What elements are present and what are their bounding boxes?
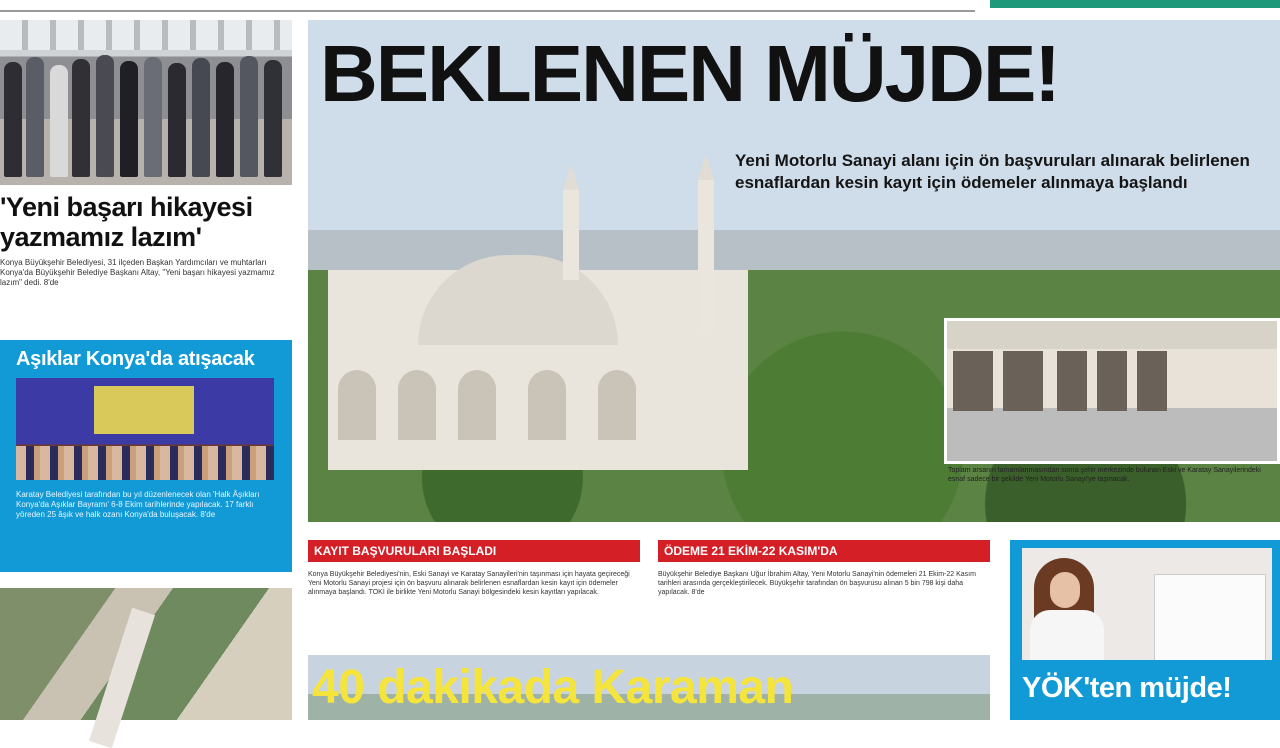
- masthead-strip: [0, 0, 975, 12]
- asiklar-body: Karatay Belediyesi tarafından bu yıl düzenlenecek olan 'Halk Âşıkları Konya'da Aşıklar Bayramı' 6-8 Ekim tarihlerinde yapılacak. 17 farklı yöreden 25 âşık ve halk ozanı Konya'da buluşacak. 8'de: [16, 490, 260, 519]
- yok-title[interactable]: YÖK'ten müjde!: [1022, 672, 1232, 704]
- ceiling-lights: [0, 20, 292, 50]
- student-shirt: [1030, 610, 1104, 660]
- person-figure: [50, 65, 68, 177]
- minaret-right-cap: [698, 154, 714, 180]
- city-skyline: [308, 230, 1280, 270]
- main-headline[interactable]: BEKLENEN MÜJDE!: [320, 29, 1059, 118]
- mosque-arch: [458, 370, 496, 440]
- person-figure: [168, 63, 186, 177]
- minaret-left-cap: [563, 164, 579, 190]
- minaret-left: [563, 190, 579, 280]
- shop-unit: [1137, 351, 1167, 411]
- minaret-right: [698, 180, 714, 330]
- masthead-accent-bar: [990, 0, 1280, 8]
- person-figure: [240, 56, 258, 177]
- person-figure: [216, 62, 234, 177]
- mosque-arch: [398, 370, 436, 440]
- lead-story-body: Konya Büyükşehir Belediyesi, 31 ilçeden Başkan Yardımcıları ve muhtarları Konya'da Büyükşehir Belediye Başkanı Altay, "Yeni başarı hikayesi yazmamız lazım" dedi. 8'de: [0, 258, 275, 287]
- student-face: [1050, 572, 1080, 608]
- tag-odeme: ÖDEME 21 EKİM-22 KASIM'DA: [658, 540, 990, 562]
- person-figure: [4, 62, 22, 177]
- shop-unit: [1057, 351, 1087, 411]
- tag-kayit: KAYIT BAŞVURULARI BAŞLADI: [308, 540, 640, 562]
- performers-row: [16, 446, 274, 480]
- person-figure: [144, 57, 162, 177]
- person-figure: [72, 59, 90, 177]
- mosque-arch: [598, 370, 636, 440]
- inset-photo: [944, 318, 1280, 464]
- person-figure: [120, 61, 138, 177]
- person-figure: [192, 58, 210, 177]
- shop-unit: [953, 351, 993, 411]
- article-column-1: Konya Büyükşehir Belediyesi'nin, Eski Sanayi ve Karatay Sanayileri'nin taşınması için hayata geçireceği Yeni Motorlu Sanayi projesi için ön başvuru alınarak belirlenen esnaflardan kesin kayıt için ödemeler alınmaya başlandı. TOKİ ile birlikte Yeni Motorlu Sanayi bölgesindeki kesin kayıtları yapılacak.: [308, 571, 630, 596]
- headline-deck: Yeni Motorlu Sanayi alanı için ön başvuruları alınarak belirlenen esnaflardan kesin kayıt için ödemeler alınmaya başlandı: [735, 151, 1250, 192]
- drawing-board: [1154, 574, 1266, 660]
- lead-story-title[interactable]: 'Yeni başarı hikayesi yazmamız lazım': [0, 192, 253, 252]
- article-column-2: Büyükşehir Belediye Başkanı Uğur İbrahim Altay, Yeni Motorlu Sanayi'nin ödemeleri 21 Ekim-22 Kasım tarihleri arasında gerçekleştirilecek. Büyükşehir tarafından ön başvurusu alınan 5 bin 798 kişi daha yapılacak. 8'de: [658, 571, 976, 596]
- yok-photo: [1022, 548, 1272, 660]
- aerial-photo: [0, 588, 292, 720]
- lead-photo: [0, 20, 292, 185]
- inset-caption: Toplam arsanın tamamlanmasından sonra şehir merkezinde bulunan Eski ve Karatay Sanayilerindeki esnaf sadece bir şekilde Yeni Motorlu Sanayi'ye taşınacak.: [948, 467, 1261, 483]
- mosque-arch: [338, 370, 376, 440]
- asiklar-title[interactable]: Aşıklar Konya'da atışacak: [16, 348, 255, 370]
- karaman-headline[interactable]: 40 dakikada Karaman: [312, 661, 794, 714]
- road: [89, 608, 155, 748]
- mosque-arch: [528, 370, 566, 440]
- asiklar-photo: [16, 378, 274, 480]
- stage-screen: [94, 386, 194, 434]
- shop-unit: [1003, 351, 1043, 411]
- shop-unit: [1097, 351, 1127, 411]
- person-figure: [264, 60, 282, 177]
- person-figure: [96, 55, 114, 177]
- person-figure: [26, 57, 44, 177]
